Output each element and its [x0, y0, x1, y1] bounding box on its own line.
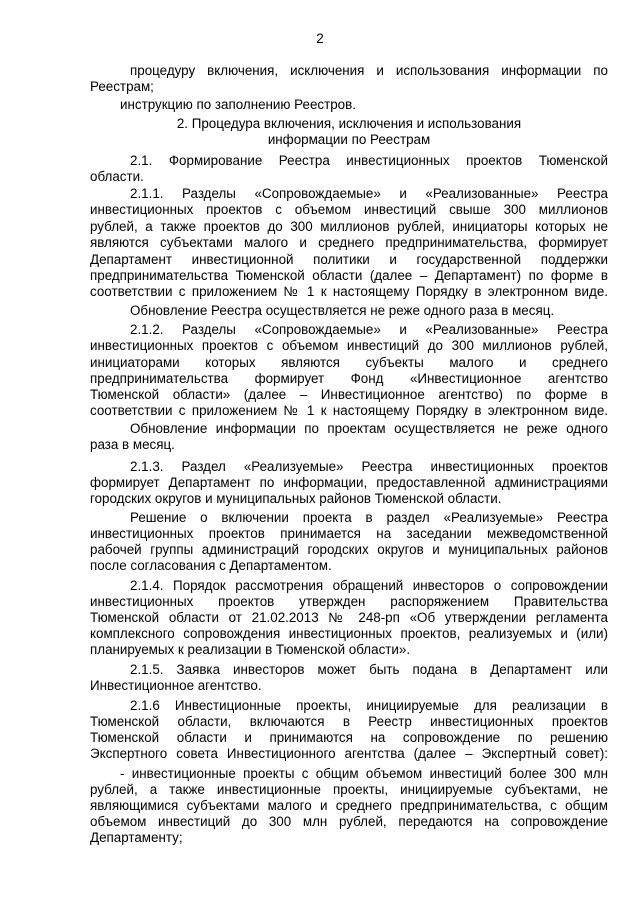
text-line: Реестрам; — [90, 79, 154, 94]
text-line: - инвестиционные проекты с общим объемом инвестиций более 300 млн — [120, 766, 608, 781]
text-line: инвестиционных проектов с объемом инвестиций до 300 миллионов рублей, — [90, 338, 608, 353]
text-line: Тюменской области и принимаются на сопровождение по решению — [90, 730, 608, 745]
text-line: Решение о включении проекта в раздел «Реализуемые» Реестра — [130, 510, 608, 525]
text-line: планируемых к реализации в Тюменской области». — [90, 642, 411, 657]
text-line: 2.1.1. Разделы «Сопровождаемые» и «Реализованные» Реестра — [130, 186, 608, 201]
text-line: городских округов и муниципальных районов Тюменской области. — [90, 491, 502, 506]
text-line: инвестиционных проектов принимается на заседании межведомственной — [90, 526, 608, 541]
text-line: объемом инвестиций до 300 млн рублей, передаются на сопровождение — [90, 814, 608, 829]
text-line: Тюменской области» (далее – Инвестиционное агентство) по форме в — [90, 387, 608, 402]
text-line: 2.1.3. Раздел «Реализуемые» Реестра инвестиционных проектов — [130, 459, 608, 474]
text-line: инструкцию по заполнению Реестров. — [120, 97, 356, 112]
text-line: рабочей группы администраций городских округов и муниципальных районов — [90, 542, 608, 557]
text-line: инвестиционных проектов утвержден распоряжением Правительства — [90, 594, 608, 609]
text-line: 2.1.4. Порядок рассмотрения обращений инвесторов о сопровождении — [130, 578, 608, 593]
page-number: 2 — [316, 31, 324, 46]
text-line: Департамент инвестиционной политики и государственной поддержки — [90, 252, 608, 267]
text-line: после согласования с Департаментом. — [90, 558, 332, 573]
text-line: Обновление информации по проектам осуществляется не реже одного — [130, 421, 608, 436]
text-line: предпринимательства Тюменской области (далее – Департамент) по форме в — [90, 268, 608, 283]
text-line: Тюменской области от 21.02.2013 № 248-рп «Об утверждении регламента — [90, 610, 608, 625]
text-line: являющимися субъектами малого и среднего предпринимательства, с общим — [90, 798, 608, 813]
text-line: комплексного сопровождения инвестиционных проектов, реализуемых и (или) — [90, 626, 608, 641]
text-line: 2.1. Формирование Реестра инвестиционных проектов Тюменской — [130, 153, 608, 168]
text-line: инвестиционных проектов с объемом инвестиций свыше 300 миллионов — [90, 202, 608, 217]
text-line: раза в месяц. — [90, 437, 175, 452]
text-line: рублей, а также инвестиционные проекты, инициируемые субъектами, не — [90, 782, 608, 797]
text-line: 2.1.2. Разделы «Сопровождаемые» и «Реализованные» Реестра — [130, 322, 608, 337]
text-line: Тюменской области, включаются в Реестр инвестиционных проектов — [90, 714, 608, 729]
text-line: соответствии с приложением № 1 к настоящему Порядку в электронном виде. — [90, 284, 608, 299]
text-line: являются субъектами малого и среднего предпринимательства, формирует — [90, 235, 608, 250]
text-line: области. — [90, 169, 144, 184]
text-line: формирует Департамент по информации, предоставленной администрациями — [90, 475, 608, 490]
text-line: предпринимательства формирует Фонд «Инвестиционное агентство — [90, 371, 608, 386]
text-line: Инвестиционное агентство. — [90, 678, 262, 693]
text-line: процедуру включения, исключения и использования информации по — [130, 63, 608, 78]
text-line: Экспертного совета Инвестиционного агентства (далее – Экспертный совет): — [90, 746, 608, 761]
text-line: соответствии с приложением № 1 к настоящему Порядку в электронном виде. — [90, 403, 608, 418]
text-line: инициаторами которых являются субъекты малого и среднего — [90, 355, 608, 370]
text-line: рублей, а также проектов до 300 миллионов рублей, инициаторы которых не — [90, 219, 608, 234]
section-heading: информации по Реестрам — [267, 132, 431, 147]
text-line: Обновление Реестра осуществляется не реже одного раза в месяц. — [130, 303, 555, 318]
section-heading: 2. Процедура включения, исключения и использования — [176, 116, 522, 131]
text-line: 2.1.5. Заявка инвесторов может быть подана в Департамент или — [130, 662, 608, 677]
text-line: 2.1.6 Инвестиционные проекты, инициируемые для реализации в — [130, 698, 608, 713]
text-line: Департаменту; — [90, 830, 183, 845]
